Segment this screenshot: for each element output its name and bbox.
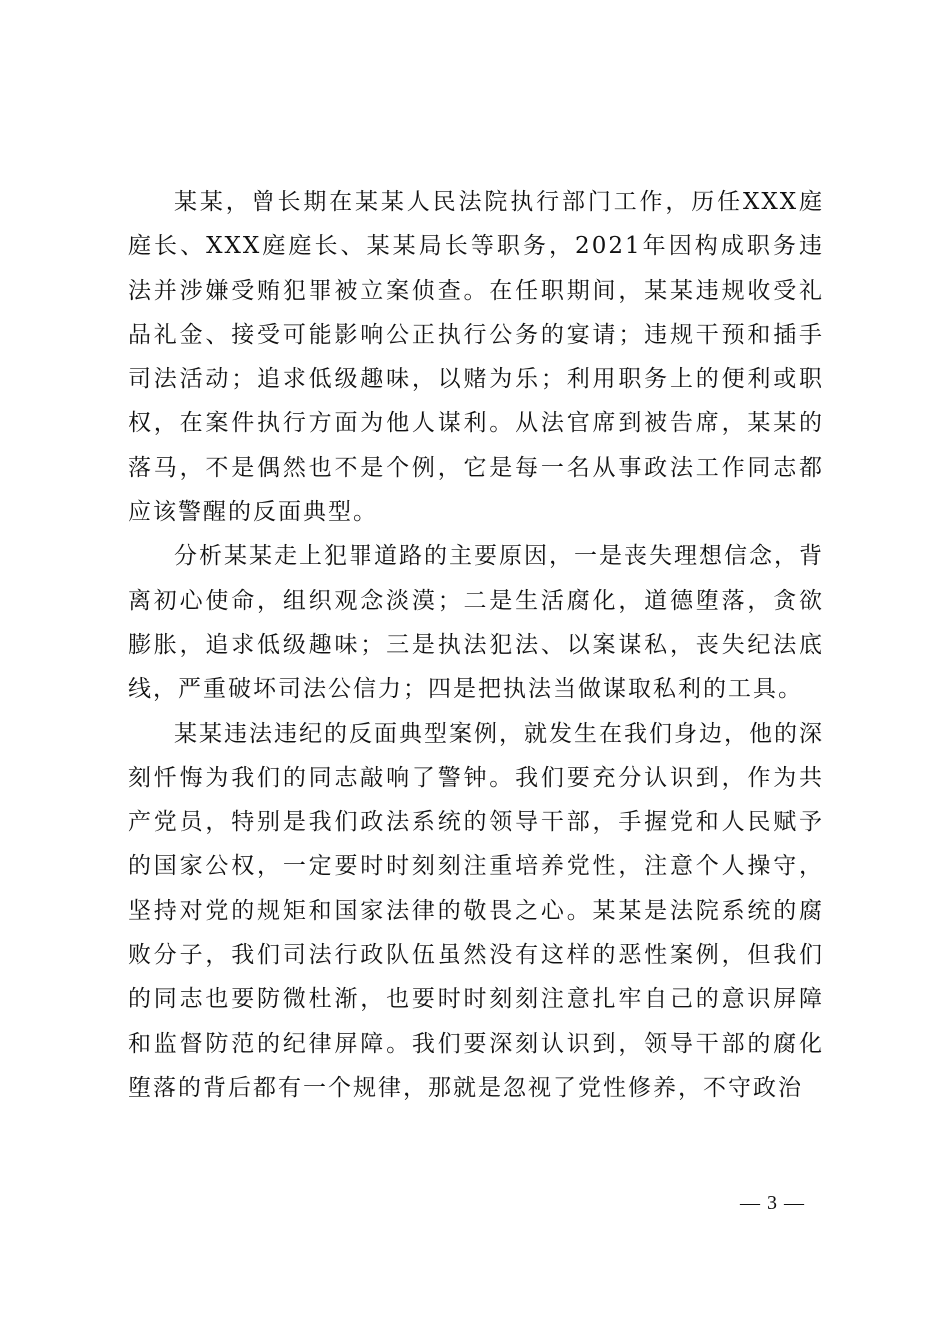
body-text: [128, 180, 824, 1110]
paragraph-lessons: 某某违法违纪的反面典型案例，就发生在我们身边，他的深刻忏悔为我们的同志敲响了警钟。我们要充分认识到，作为共产党员，特别是我们政法系统的领导干部，手握党和人民赋予的国家公权，一定要时时刻刻注重培养党性，注意个人操守，坚持对党的规矩和国家法律的敬畏之心。某某是法院系统的腐败分子，我们司法行政队伍虽然没有这样的恶性案例，但我们的同志也要防微杜渐，也要时时刻刻注意扎牢自己的意识屏障和监督防范的纪律屏障。我们要深刻认识到，领导干部的腐化堕落的背后都有一个规律，那就是忽视了党性修养，不守政治: [128, 720, 824, 1101]
page-number: — 3 —: [740, 1192, 805, 1214]
paragraph-cause-analysis: 分析某某走上犯罪道路的主要原因，一是丧失理想信念，背离初心使命，组织观念淡漠；二是生活腐化，道德堕落，贪欲膨胀，追求低级趣味；三是执法犯法、以案谋私，丧失纪法底线，严重破坏司法公信力；四是把执法当做谋取私利的工具。: [128, 543, 824, 703]
paragraph-case-summary: 某某，曾长期在某某人民法院执行部门工作，历任XXX庭庭长、XXX庭庭长、某某局长等职务，2021年因构成职务违法并涉嫌受贿犯罪被立案侦查。在任职期间，某某违规收受礼品礼金、接受可能影响公正执行公务的宴请；违规干预和插手司法活动；追求低级趣味，以赌为乐；利用职务上的便利或职权，在案件执行方面为他人谋利。从法官席到被告席，某某的落马，不是偶然也不是个例，它是每一名从事政法工作同志都应该警醒的反面典型。: [128, 189, 824, 526]
